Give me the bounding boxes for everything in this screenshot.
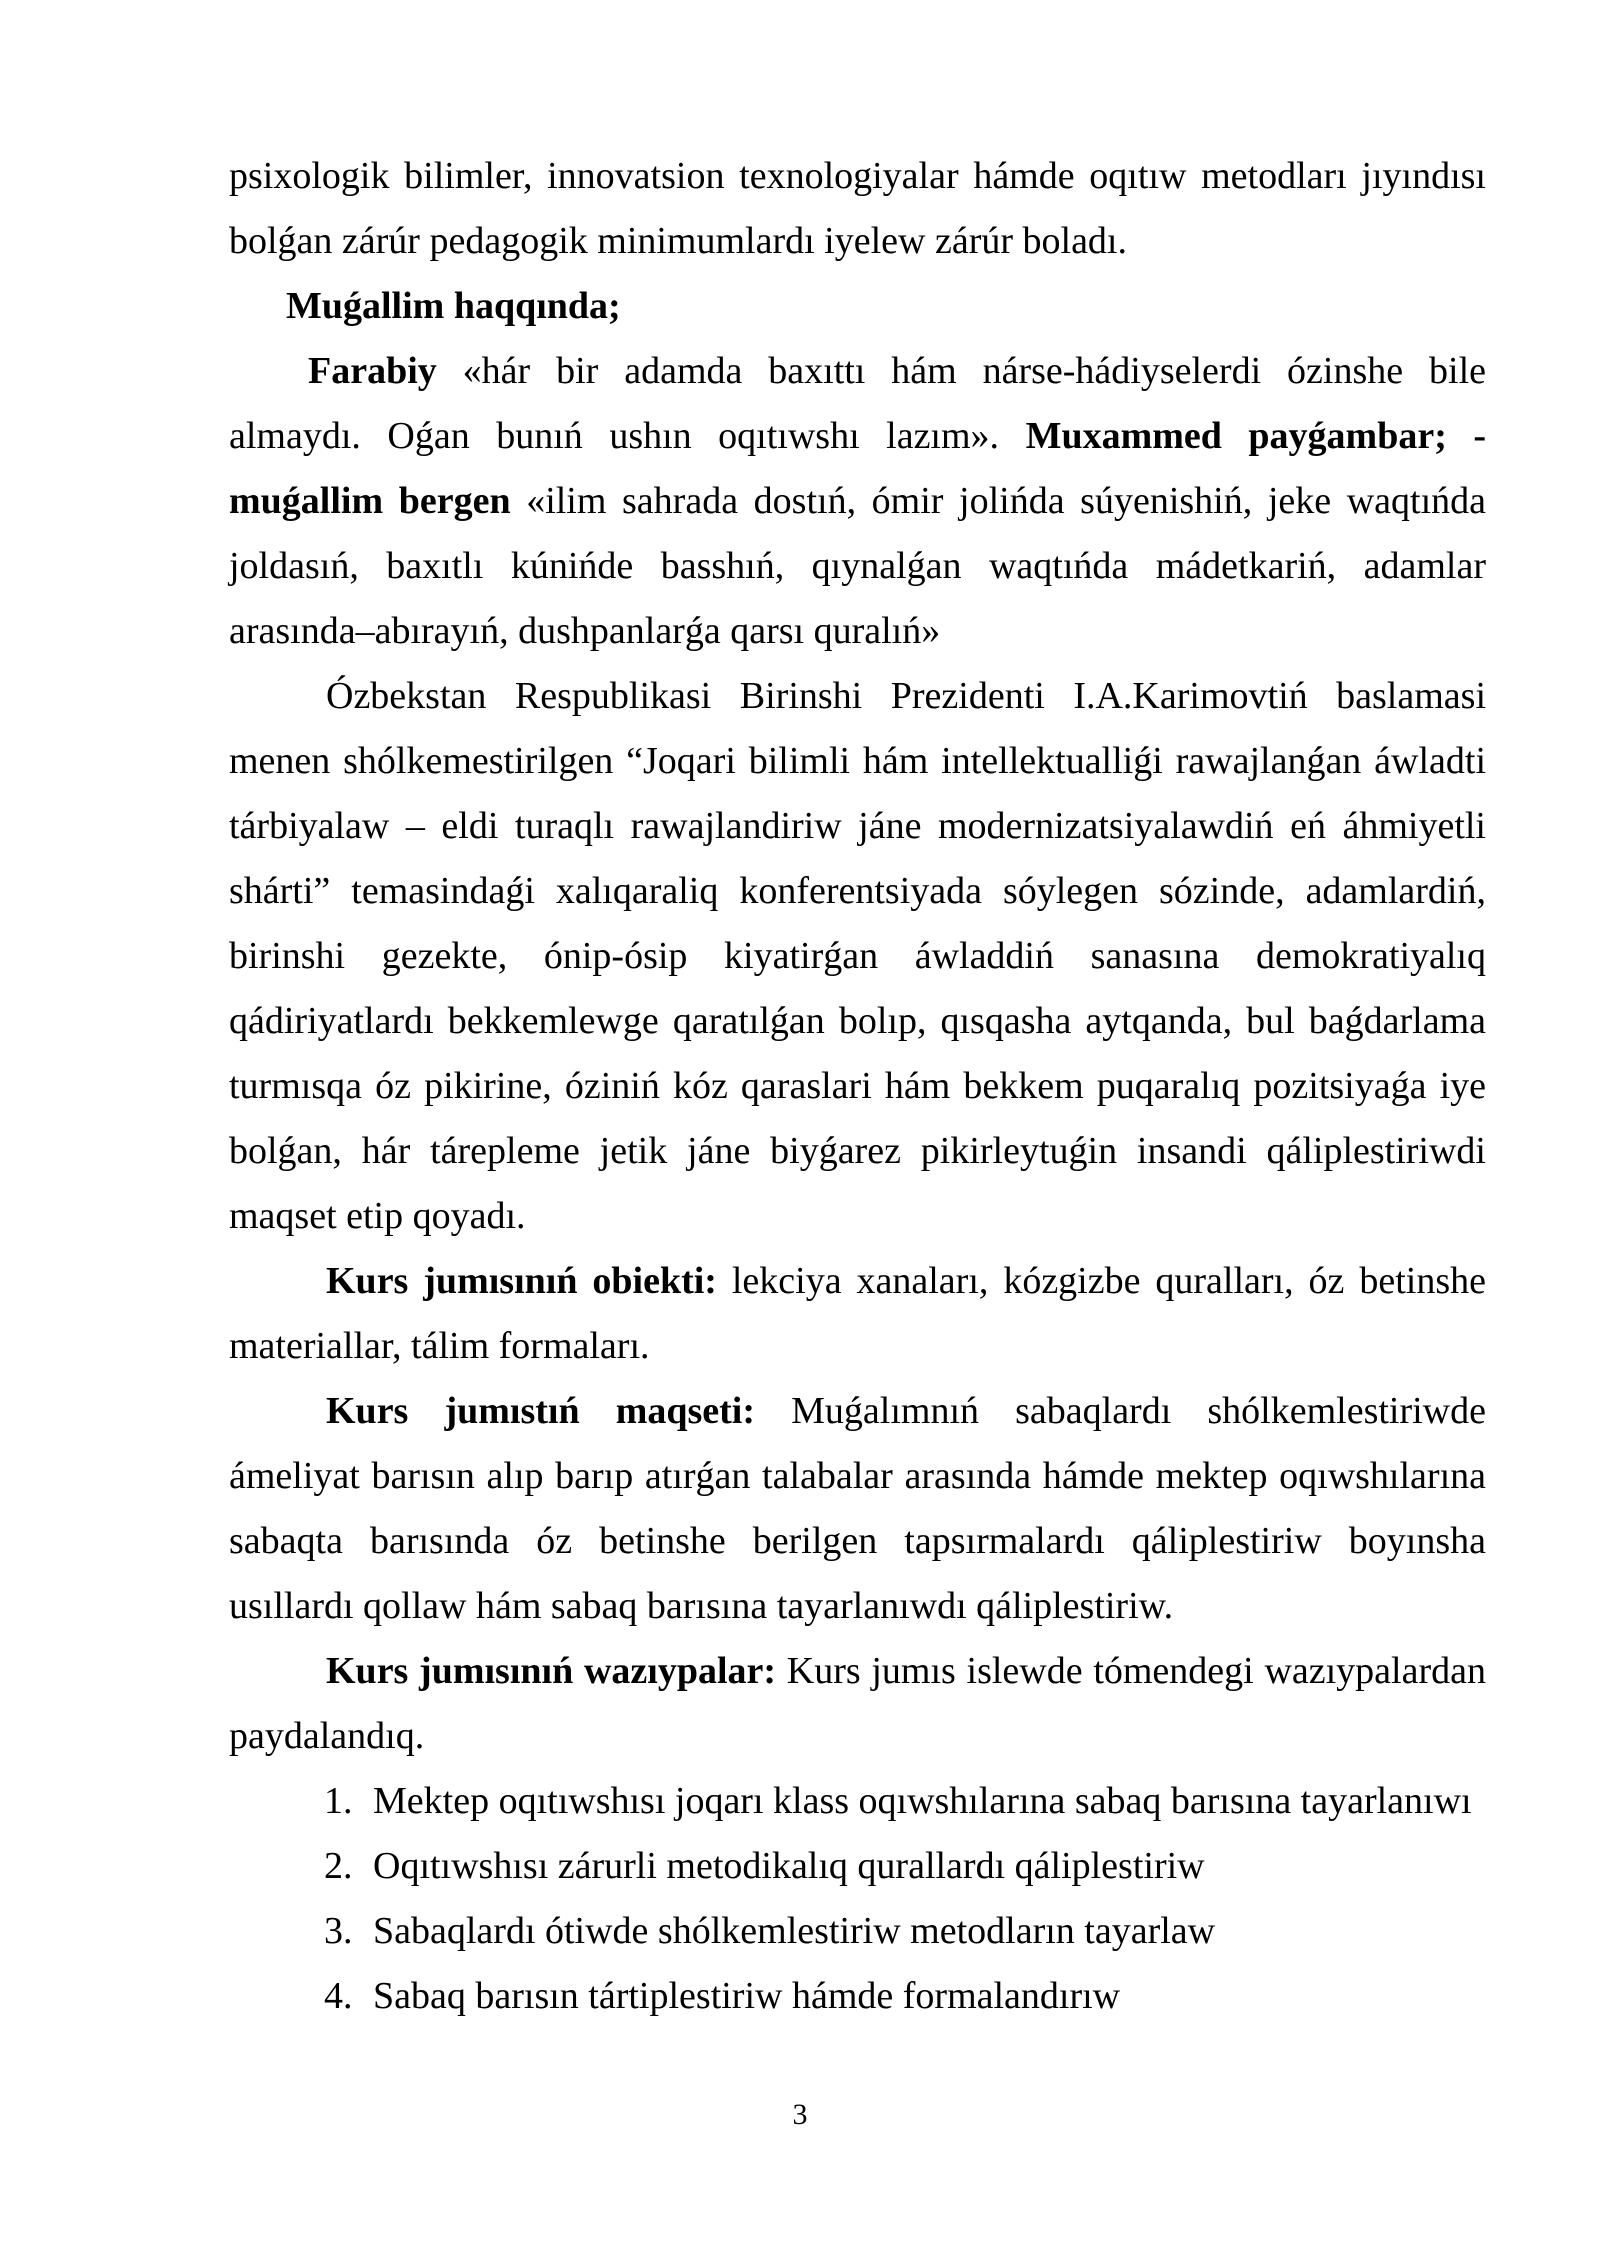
list-item	[229, 1834, 1486, 1899]
paragraph-obiekt	[229, 1249, 1486, 1379]
list-item-number: 4.	[324, 1975, 353, 2017]
list-item-number: 1.	[324, 1780, 353, 1822]
maqset-label: Kurs jumıstıń maqseti:	[326, 1390, 756, 1432]
muxammed-quote: «ilim sahrada dostıń, ómir jolińda súyenishiń, jeke waqtıńda joldasıń, baxıtlı kúnińde basshıń, qıynalǵan waqtıńda mádetkariń, adamlar arasında–abırayıń, dushpanlarǵa qarsı quralıń»	[229, 480, 1487, 652]
heading-mugallim: Muǵallim haqqında;	[286, 285, 621, 327]
paragraph-maqset	[229, 1379, 1486, 1639]
page-number: 3	[792, 2098, 808, 2131]
maqset-text: Muǵalımnıń sabaqlardı shólkemlestiriwde ámeliyat barısın alıp barıp atırǵan talabalar arasında hámde mektep oqıwshılarına sabaqta barısında óz betinshe berilgen tapsırmalardı qáliplestiriw boyınsha usıllardı qollaw hám sabaq barısına tayarlanıwdı qáliplestiriw.	[229, 1390, 1486, 1627]
page-content	[229, 144, 1486, 2029]
list-item-number: 3.	[324, 1910, 353, 1952]
muxammed-label: Muxammed payǵambar; - muǵallim bergen	[229, 415, 1487, 522]
paragraph-farabiy	[229, 339, 1486, 664]
list-item	[229, 1964, 1486, 2029]
list-item	[229, 1899, 1486, 1964]
farabiy-name: Farabiy	[308, 350, 437, 392]
farabiy-quote: «hár bir adamda baxıttı hám nárse-hádiyselerdi ózinshe bile almaydı. Oǵan bunıń ushın oqıtıwshı lazım».	[229, 350, 1486, 457]
list-item-text: Sabaq barısın tártiplestiriw hámde formalandırıw	[373, 1975, 1121, 2017]
paragraph-karimov: Ózbekstan Respublikasi Birinshi Prezidenti I.A.Karimovtiń baslamasi menen shólkemestirilgen “Joqari bilimli hám intellektualliǵi rawajlanǵan áwladti tárbiyalaw – eldi turaqlı rawajlandiriw jáne modernizatsiyalawdiń eń áhmiyetli shárti” temasindaǵi xalıqaraliq konferentsiyada sóylegen sózinde, adamlardiń, birinshi gezekte, ónip-ósip kiyatirǵan áwladdiń sanasına demokratiyalıq qádiriyatlardı bekkemlewge qaratılǵan bolıp, qısqasha aytqanda, bul baǵdarlama turmısqa óz pikirine, óziniń kóz qaraslari hám bekkem puqaralıq pozitsiyaǵa iye bolǵan, hár tárepleme jetik jáne biyǵarez pikirleytuǵin insandi qáliplestiriwdi maqset etip qoyadı.	[229, 675, 1486, 1237]
waziypa-text: Kurs jumıs islewde tómendegi wazıypalardan paydalandıq.	[229, 1650, 1486, 1757]
list-item-text: Oqıtıwshısı zárurli metodikalıq qurallardı qáliplestiriw	[373, 1845, 1205, 1887]
waziypa-label: Kurs jumısınıń wazıypalar:	[326, 1650, 777, 1692]
obiekt-text: lekciya xanaları, kózgizbe quralları, óz betinshe materiallar, tálim formaları.	[229, 1260, 1486, 1367]
task-list	[229, 1769, 1486, 2029]
list-item	[229, 1769, 1486, 1834]
list-item-number: 2.	[324, 1845, 353, 1887]
obiekt-label: Kurs jumısınıń obiekti:	[326, 1260, 717, 1302]
list-item-text: Mektep oqıtıwshısı joqarı klass oqıwshılarına sabaq barısına tayarlanıwı	[373, 1780, 1472, 1822]
paragraph-intro-continuation: psixologik bilimler, innovatsion texnologiyalar hámde oqıtıw metodları jıyındısı bolǵan zárúr pedagogik minimumlardı iyelew zárúr boladı.	[229, 155, 1486, 262]
paragraph-waziypa	[229, 1639, 1486, 1769]
list-item-text: Sabaqlardı ótiwde shólkemlestiriw metodların tayarlaw	[373, 1910, 1216, 1952]
